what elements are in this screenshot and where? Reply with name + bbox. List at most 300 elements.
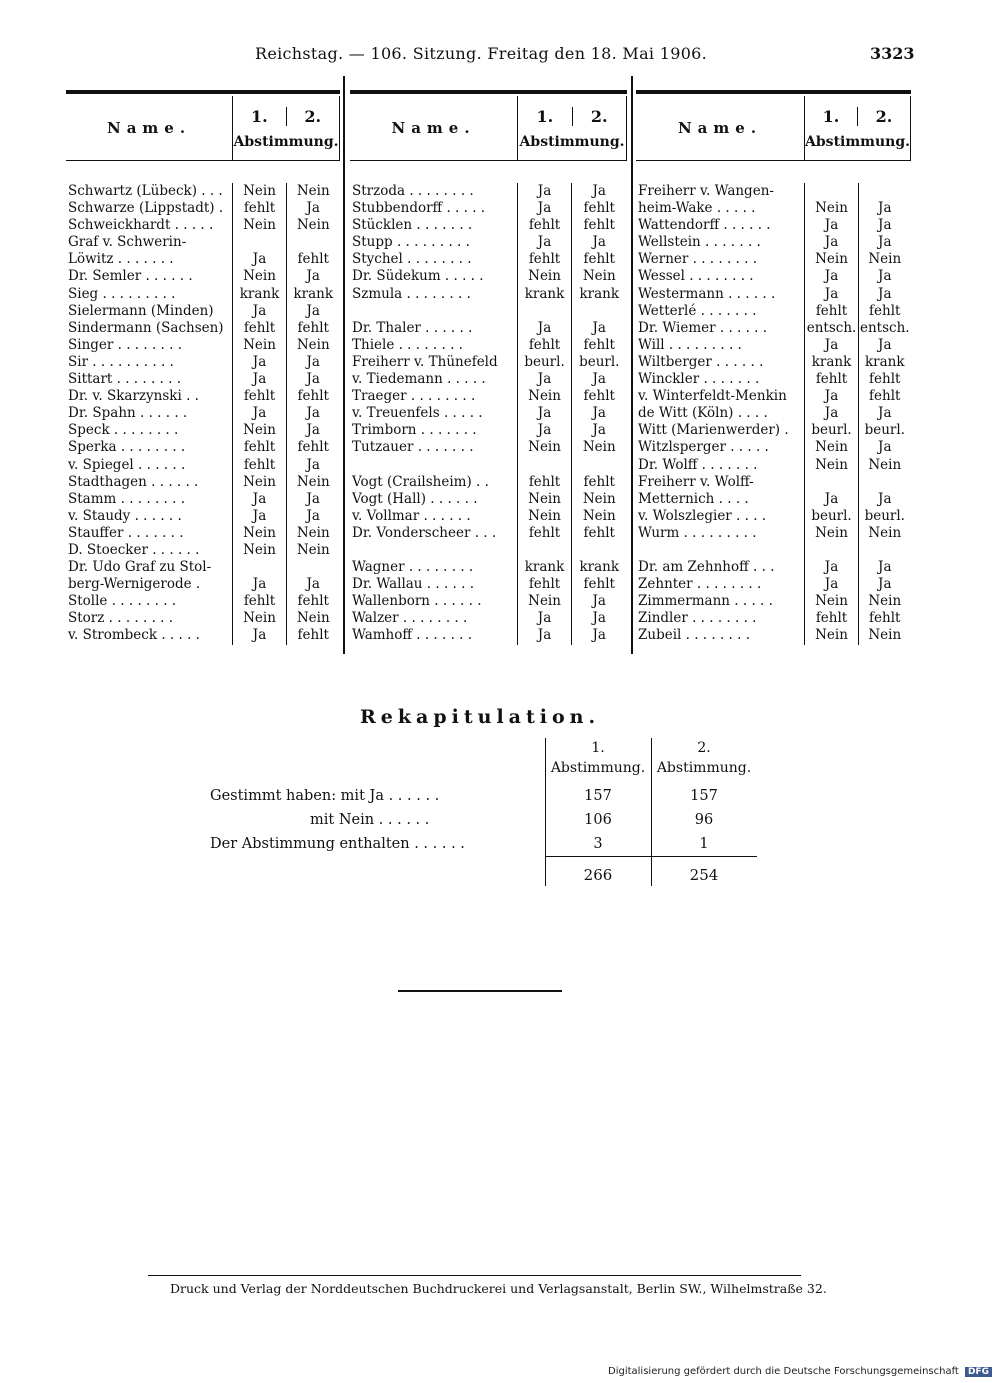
vote-1: Ja bbox=[233, 491, 287, 508]
vote-2: Nein bbox=[859, 627, 911, 644]
table-row bbox=[350, 388, 627, 405]
member-name: Schwartz (Lübeck) . . . bbox=[68, 183, 223, 199]
vote-1: beurl. bbox=[805, 508, 859, 525]
table-row bbox=[350, 371, 627, 388]
vote-1: fehlt bbox=[233, 320, 287, 337]
table-row bbox=[350, 439, 627, 456]
vote-1: Ja bbox=[805, 559, 859, 576]
member-name: Stychel . . . . . . . . bbox=[352, 251, 472, 268]
rekap-value: 157 bbox=[584, 788, 612, 804]
name-header: Name. bbox=[636, 96, 805, 161]
table-row bbox=[350, 508, 627, 525]
vote-2: krank bbox=[287, 286, 340, 303]
vote-2: fehlt bbox=[572, 525, 627, 542]
member-name: Westermann . . . . . . bbox=[638, 285, 776, 302]
vote-2: Ja bbox=[572, 422, 627, 439]
table-row bbox=[350, 217, 627, 234]
member-name: Dr. Vonderscheer . . . bbox=[352, 524, 497, 541]
vote-2: Ja bbox=[859, 439, 911, 456]
rekap-row bbox=[210, 808, 770, 832]
member-name: Freiherr v. Wolff- bbox=[638, 473, 754, 490]
table-row bbox=[350, 491, 627, 508]
vote-1: Nein bbox=[233, 268, 287, 285]
member-name: Szmula . . . . . . . . bbox=[352, 285, 471, 302]
table-row bbox=[350, 183, 627, 200]
table-row bbox=[350, 593, 627, 610]
vote-2: Ja bbox=[859, 286, 911, 303]
member-name: Stubbendorff . . . . . bbox=[352, 200, 486, 217]
table-row bbox=[636, 217, 911, 234]
vote-2: fehlt bbox=[572, 474, 627, 491]
vote-2: krank bbox=[859, 354, 911, 371]
table-row bbox=[350, 542, 627, 559]
vote-header: 1. 2. Abstimmung. bbox=[805, 96, 911, 161]
member-name: Dr. Südekum . . . . . bbox=[352, 268, 484, 285]
vote-2: Ja bbox=[859, 491, 911, 508]
table-row bbox=[66, 491, 340, 508]
table-row bbox=[636, 234, 911, 251]
vote-1: Nein bbox=[233, 422, 287, 439]
table-row bbox=[350, 251, 627, 268]
vote-2: fehlt bbox=[859, 303, 911, 320]
vote-1: Nein bbox=[518, 439, 572, 456]
member-name: Zimmermann . . . . . bbox=[638, 593, 773, 610]
member-name: Werner . . . . . . . . bbox=[638, 251, 758, 268]
vote-1: Nein bbox=[233, 337, 287, 354]
member-name: Dr. Spahn . . . . . . bbox=[68, 405, 188, 422]
member-name: Stücklen . . . . . . . bbox=[352, 217, 473, 234]
vote-2: Ja bbox=[859, 576, 911, 593]
vote-1: krank bbox=[518, 286, 572, 303]
member-name: Wagner . . . . . . . . bbox=[352, 559, 474, 576]
vote-1: Ja bbox=[233, 576, 287, 593]
vote-1: Ja bbox=[518, 234, 572, 251]
member-name: Zubeil . . . . . . . . bbox=[638, 627, 751, 644]
vote-2: beurl. bbox=[859, 508, 911, 525]
vote-2: fehlt bbox=[572, 576, 627, 593]
vote-1: Nein bbox=[233, 183, 287, 200]
rekap-label: Gestimmt haben: mit Ja . . . . . . bbox=[210, 788, 440, 804]
table-row bbox=[636, 371, 911, 388]
vote-table-col2 bbox=[350, 96, 627, 645]
vote-2: Ja bbox=[287, 371, 340, 388]
table-row bbox=[66, 610, 340, 627]
member-name: Dr. Udo Graf zu Stol- bbox=[68, 559, 212, 576]
table-row bbox=[636, 474, 911, 491]
vote-1: Nein bbox=[805, 251, 859, 268]
vote-1: Ja bbox=[233, 303, 287, 320]
vote-1: Nein bbox=[805, 627, 859, 644]
column-separator bbox=[631, 76, 633, 654]
member-name: D. Stoecker . . . . . . bbox=[68, 541, 200, 558]
vote-2: fehlt bbox=[287, 251, 340, 268]
rekapitulation-title: Rekapitulation. bbox=[360, 706, 601, 728]
vote-1: Nein bbox=[518, 508, 572, 525]
vote-2: Ja bbox=[572, 627, 627, 644]
member-name: Wallenborn . . . . . . bbox=[352, 593, 482, 610]
table-row bbox=[636, 320, 911, 337]
member-name: Wurm . . . . . . . . . bbox=[638, 524, 757, 541]
vote-2: krank bbox=[572, 559, 627, 576]
table-row bbox=[636, 251, 911, 268]
table-row bbox=[350, 559, 627, 576]
vote-2 bbox=[572, 457, 627, 474]
member-name: Schweickhardt . . . . . bbox=[68, 217, 214, 234]
vote-1 bbox=[518, 303, 572, 320]
table-row bbox=[66, 439, 340, 456]
vote-1: Nein bbox=[805, 525, 859, 542]
table-row bbox=[66, 405, 340, 422]
member-name: v. Wolszlegier . . . . bbox=[638, 507, 767, 524]
member-name: Dr. Wolff . . . . . . . bbox=[638, 456, 758, 473]
table-row bbox=[636, 405, 911, 422]
member-name: Zehnter . . . . . . . . bbox=[638, 576, 762, 593]
vote-1: fehlt bbox=[518, 474, 572, 491]
table-row bbox=[350, 286, 627, 303]
table-row bbox=[636, 183, 911, 200]
table-row bbox=[66, 371, 340, 388]
member-name: Will . . . . . . . . . bbox=[638, 336, 742, 353]
table-row bbox=[636, 286, 911, 303]
vote-2: Nein bbox=[287, 337, 340, 354]
member-name: Stadthagen . . . . . . bbox=[68, 473, 199, 490]
member-name: Wamhoff . . . . . . . bbox=[352, 627, 473, 644]
vote-2: Nein bbox=[287, 217, 340, 234]
vote-2: Ja bbox=[859, 268, 911, 285]
vote-2 bbox=[287, 234, 340, 251]
vote-2: fehlt bbox=[572, 337, 627, 354]
rekap-value: 96 bbox=[694, 812, 714, 828]
table-row bbox=[66, 303, 340, 320]
member-name: Dr. Thaler . . . . . . bbox=[352, 319, 473, 336]
table-row bbox=[66, 422, 340, 439]
table-row bbox=[636, 576, 911, 593]
vote-2: Ja bbox=[287, 576, 340, 593]
rekap-label: mit Nein . . . . . . bbox=[310, 812, 430, 828]
member-name: Metternich . . . . bbox=[638, 490, 749, 507]
table-row bbox=[636, 337, 911, 354]
member-name: Dr. Wiemer . . . . . . bbox=[638, 319, 768, 336]
table-row bbox=[66, 354, 340, 371]
member-name: Vogt (Crailsheim) . . bbox=[352, 473, 489, 490]
vote-2: Ja bbox=[287, 303, 340, 320]
vote-1: Nein bbox=[518, 491, 572, 508]
member-name: Schwarze (Lippstadt) . bbox=[68, 200, 224, 217]
vote-2: beurl. bbox=[572, 354, 627, 371]
vote-1: fehlt bbox=[233, 457, 287, 474]
vote-2 bbox=[287, 559, 340, 576]
table-row bbox=[636, 559, 911, 576]
member-name: Freiherr v. Thünefeld bbox=[352, 353, 498, 370]
vote-2: fehlt bbox=[287, 627, 340, 644]
member-name: Wiltberger . . . . . . bbox=[638, 353, 764, 370]
table-row bbox=[350, 268, 627, 285]
table-row bbox=[66, 508, 340, 525]
vote-1: fehlt bbox=[805, 371, 859, 388]
vote-1 bbox=[233, 559, 287, 576]
vote-1 bbox=[805, 474, 859, 491]
rekap-total-2: 254 bbox=[689, 866, 719, 884]
vote-2: fehlt bbox=[287, 439, 340, 456]
vote-1: fehlt bbox=[518, 217, 572, 234]
vote-2: Ja bbox=[572, 610, 627, 627]
vote-2: Ja bbox=[859, 217, 911, 234]
member-name: Zindler . . . . . . . . bbox=[638, 610, 757, 627]
vote-1: Nein bbox=[805, 593, 859, 610]
vote-1: Ja bbox=[805, 576, 859, 593]
vote-1: Ja bbox=[518, 183, 572, 200]
vote-1: krank bbox=[805, 354, 859, 371]
table-row bbox=[636, 593, 911, 610]
member-name: Thiele . . . . . . . . bbox=[352, 336, 463, 353]
vote-1 bbox=[805, 183, 859, 200]
vote-1 bbox=[518, 542, 572, 559]
member-name: Speck . . . . . . . . bbox=[68, 422, 179, 439]
member-name: Tutzauer . . . . . . . bbox=[352, 439, 474, 456]
rekap-value: 1 bbox=[699, 836, 709, 852]
vote-2: fehlt bbox=[859, 388, 911, 405]
table-row bbox=[636, 457, 911, 474]
vote-1: fehlt bbox=[233, 439, 287, 456]
vote-1: fehlt bbox=[233, 200, 287, 217]
table-row bbox=[66, 474, 340, 491]
table-row bbox=[66, 593, 340, 610]
vote-1: Nein bbox=[805, 200, 859, 217]
vote-1: Ja bbox=[233, 405, 287, 422]
member-name: Wattendorff . . . . . . bbox=[638, 217, 771, 234]
vote-1: Ja bbox=[518, 405, 572, 422]
vote-2 bbox=[859, 542, 911, 559]
vote-2: Nein bbox=[287, 542, 340, 559]
table-row bbox=[350, 320, 627, 337]
vote-table-col1 bbox=[66, 96, 340, 645]
member-name: Walzer . . . . . . . . bbox=[352, 610, 468, 627]
rekap-label: Der Abstimmung enthalten . . . . . . bbox=[210, 836, 465, 852]
vote-1: fehlt bbox=[233, 593, 287, 610]
vote-2: Nein bbox=[572, 439, 627, 456]
imprint: Druck und Verlag der Norddeutschen Buchdruckerei und Verlagsanstalt, Berlin SW., Wilhelmstraße 32. bbox=[170, 1281, 827, 1296]
vote-2: Ja bbox=[287, 405, 340, 422]
vote-2 bbox=[859, 183, 911, 200]
digitization-note bbox=[608, 1366, 992, 1377]
name-header: Name. bbox=[66, 96, 233, 161]
vote-header: 1. 2. Abstimmung. bbox=[518, 96, 627, 161]
table-row bbox=[66, 576, 340, 593]
table-row bbox=[66, 286, 340, 303]
vote-1: krank bbox=[518, 559, 572, 576]
member-name: Wellstein . . . . . . . bbox=[638, 234, 761, 251]
vote-2: entsch. bbox=[859, 319, 910, 336]
vote-2: Ja bbox=[859, 200, 911, 217]
vote-2: Ja bbox=[287, 491, 340, 508]
vote-1: Nein bbox=[233, 525, 287, 542]
dfg-logo: DFG bbox=[965, 1367, 992, 1377]
member-name: Storz . . . . . . . . bbox=[68, 610, 174, 627]
member-name: Sittart . . . . . . . . bbox=[68, 371, 182, 388]
member-name: v. Staudy . . . . . . bbox=[68, 507, 182, 524]
vote-2: Ja bbox=[572, 183, 627, 200]
vote-1: Ja bbox=[233, 627, 287, 644]
table-row bbox=[636, 439, 911, 456]
member-name: Stauffer . . . . . . . bbox=[68, 524, 184, 541]
vote-2 bbox=[572, 303, 627, 320]
vote-1: fehlt bbox=[518, 251, 572, 268]
table-row bbox=[350, 627, 627, 644]
member-name: Stamm . . . . . . . . bbox=[68, 490, 185, 507]
vote-1: Nein bbox=[233, 474, 287, 491]
vote-2: Ja bbox=[572, 593, 627, 610]
vote-1: fehlt bbox=[518, 337, 572, 354]
member-name: Vogt (Hall) . . . . . . bbox=[352, 490, 478, 507]
member-name: Singer . . . . . . . . bbox=[68, 336, 183, 353]
vote-1: fehlt bbox=[518, 576, 572, 593]
footer-rule bbox=[148, 1275, 801, 1276]
vote-2: Nein bbox=[572, 508, 627, 525]
vote-1 bbox=[805, 542, 859, 559]
member-name: Wetterlé . . . . . . . bbox=[638, 302, 757, 319]
vote-2: fehlt bbox=[572, 217, 627, 234]
vote-header: 1. 2. Abstimmung. bbox=[233, 96, 340, 161]
member-name: Witzlsperger . . . . . bbox=[638, 439, 769, 456]
vote-1: Ja bbox=[805, 234, 859, 251]
table-row bbox=[636, 354, 911, 371]
rekap-row bbox=[210, 784, 770, 808]
vote-2: Nein bbox=[859, 525, 911, 542]
member-name: Wessel . . . . . . . . bbox=[638, 268, 754, 285]
member-name: Dr. am Zehnhoff . . . bbox=[638, 559, 775, 576]
table-row bbox=[350, 405, 627, 422]
vote-2: krank bbox=[572, 286, 627, 303]
vote-1: Nein bbox=[233, 610, 287, 627]
vote-2: Ja bbox=[287, 200, 340, 217]
table-row bbox=[66, 388, 340, 405]
vote-2: fehlt bbox=[572, 200, 627, 217]
member-name: Sir . . . . . . . . . . bbox=[68, 353, 174, 370]
table-row bbox=[636, 200, 911, 217]
member-name: Winckler . . . . . . . bbox=[638, 371, 760, 388]
vote-2 bbox=[572, 542, 627, 559]
vote-1: fehlt bbox=[518, 525, 572, 542]
member-name bbox=[350, 303, 518, 320]
vote-1: Ja bbox=[805, 268, 859, 285]
vote-2: Ja bbox=[572, 405, 627, 422]
digitization-text: Digitalisierung gefördert durch die Deutsche Forschungsgemeinschaft bbox=[608, 1366, 959, 1377]
vote-2: Nein bbox=[859, 457, 911, 474]
vote-2: Ja bbox=[859, 234, 911, 251]
vote-2: Ja bbox=[859, 405, 911, 422]
member-name bbox=[636, 542, 805, 559]
member-name: Löwitz . . . . . . . bbox=[68, 251, 174, 268]
vote-2: Nein bbox=[287, 610, 340, 627]
vote-2: Ja bbox=[572, 320, 627, 337]
vote-1: fehlt bbox=[805, 610, 859, 627]
table-row bbox=[66, 559, 340, 576]
vote-2: Nein bbox=[572, 491, 627, 508]
vote-1: Ja bbox=[805, 337, 859, 354]
table-row bbox=[66, 457, 340, 474]
vote-1: Ja bbox=[233, 251, 287, 268]
table-row bbox=[636, 610, 911, 627]
table-row bbox=[350, 422, 627, 439]
vote-1: Ja bbox=[805, 286, 859, 303]
table-row bbox=[66, 183, 340, 200]
member-name: Strzoda . . . . . . . . bbox=[352, 183, 474, 199]
table-row bbox=[66, 525, 340, 542]
rekap-row bbox=[210, 832, 770, 856]
table-row bbox=[636, 525, 911, 542]
vote-1: Ja bbox=[233, 508, 287, 525]
vote-2: Ja bbox=[287, 508, 340, 525]
vote-2: Ja bbox=[572, 234, 627, 251]
member-name: berg-Wernigerode . bbox=[68, 576, 201, 593]
member-name: Stolle . . . . . . . . bbox=[68, 593, 177, 610]
vote-1: fehlt bbox=[233, 388, 287, 405]
member-name: Dr. Semler . . . . . . bbox=[68, 268, 193, 285]
table-row bbox=[636, 303, 911, 320]
rule-top-col3 bbox=[636, 90, 911, 94]
vote-2: Nein bbox=[287, 183, 340, 200]
vote-1: Ja bbox=[805, 405, 859, 422]
vote-1: Nein bbox=[805, 457, 859, 474]
vote-2: Ja bbox=[287, 422, 340, 439]
vote-1 bbox=[233, 234, 287, 251]
member-name: Sieg . . . . . . . . . bbox=[68, 285, 176, 302]
table-row bbox=[636, 388, 911, 405]
member-name bbox=[350, 457, 518, 474]
vote-1: Nein bbox=[518, 593, 572, 610]
member-name: v. Vollmar . . . . . . bbox=[352, 507, 471, 524]
member-name: de Witt (Köln) . . . . bbox=[638, 405, 768, 422]
name-header: Name. bbox=[350, 96, 518, 161]
vote-1: Nein bbox=[233, 217, 287, 234]
table-row bbox=[66, 627, 340, 644]
member-name bbox=[350, 542, 518, 559]
vote-1: fehlt bbox=[805, 303, 859, 320]
vote-1: Ja bbox=[518, 610, 572, 627]
vote-2 bbox=[859, 474, 911, 491]
table-row bbox=[350, 337, 627, 354]
table-row bbox=[636, 422, 911, 439]
rekapitulation-table bbox=[210, 738, 770, 891]
member-name: Traeger . . . . . . . . bbox=[352, 388, 476, 405]
table-row bbox=[66, 268, 340, 285]
rekap-value: 3 bbox=[593, 836, 603, 852]
vote-2: fehlt bbox=[859, 610, 911, 627]
table-row bbox=[636, 542, 911, 559]
table-row bbox=[350, 576, 627, 593]
vote-1: Ja bbox=[518, 422, 572, 439]
vote-2: beurl. bbox=[859, 422, 911, 439]
member-name: heim-Wake . . . . . bbox=[638, 200, 756, 217]
vote-2: Ja bbox=[287, 268, 340, 285]
vote-2: Nein bbox=[287, 525, 340, 542]
vote-2: fehlt bbox=[287, 388, 340, 405]
table-row bbox=[350, 610, 627, 627]
table-row bbox=[66, 200, 340, 217]
vote-1: Ja bbox=[518, 200, 572, 217]
vote-1: Nein bbox=[518, 268, 572, 285]
table-row bbox=[636, 627, 911, 644]
vote-1: entsch. bbox=[805, 320, 859, 337]
vote-2: Nein bbox=[287, 474, 340, 491]
rekap-total-1: 266 bbox=[583, 866, 613, 884]
vote-2: Ja bbox=[572, 371, 627, 388]
member-name: Freiherr v. Wangen- bbox=[638, 183, 774, 199]
vote-1: Nein bbox=[518, 388, 572, 405]
vote-2: fehlt bbox=[572, 251, 627, 268]
table-row bbox=[636, 508, 911, 525]
column-separator bbox=[343, 76, 345, 654]
